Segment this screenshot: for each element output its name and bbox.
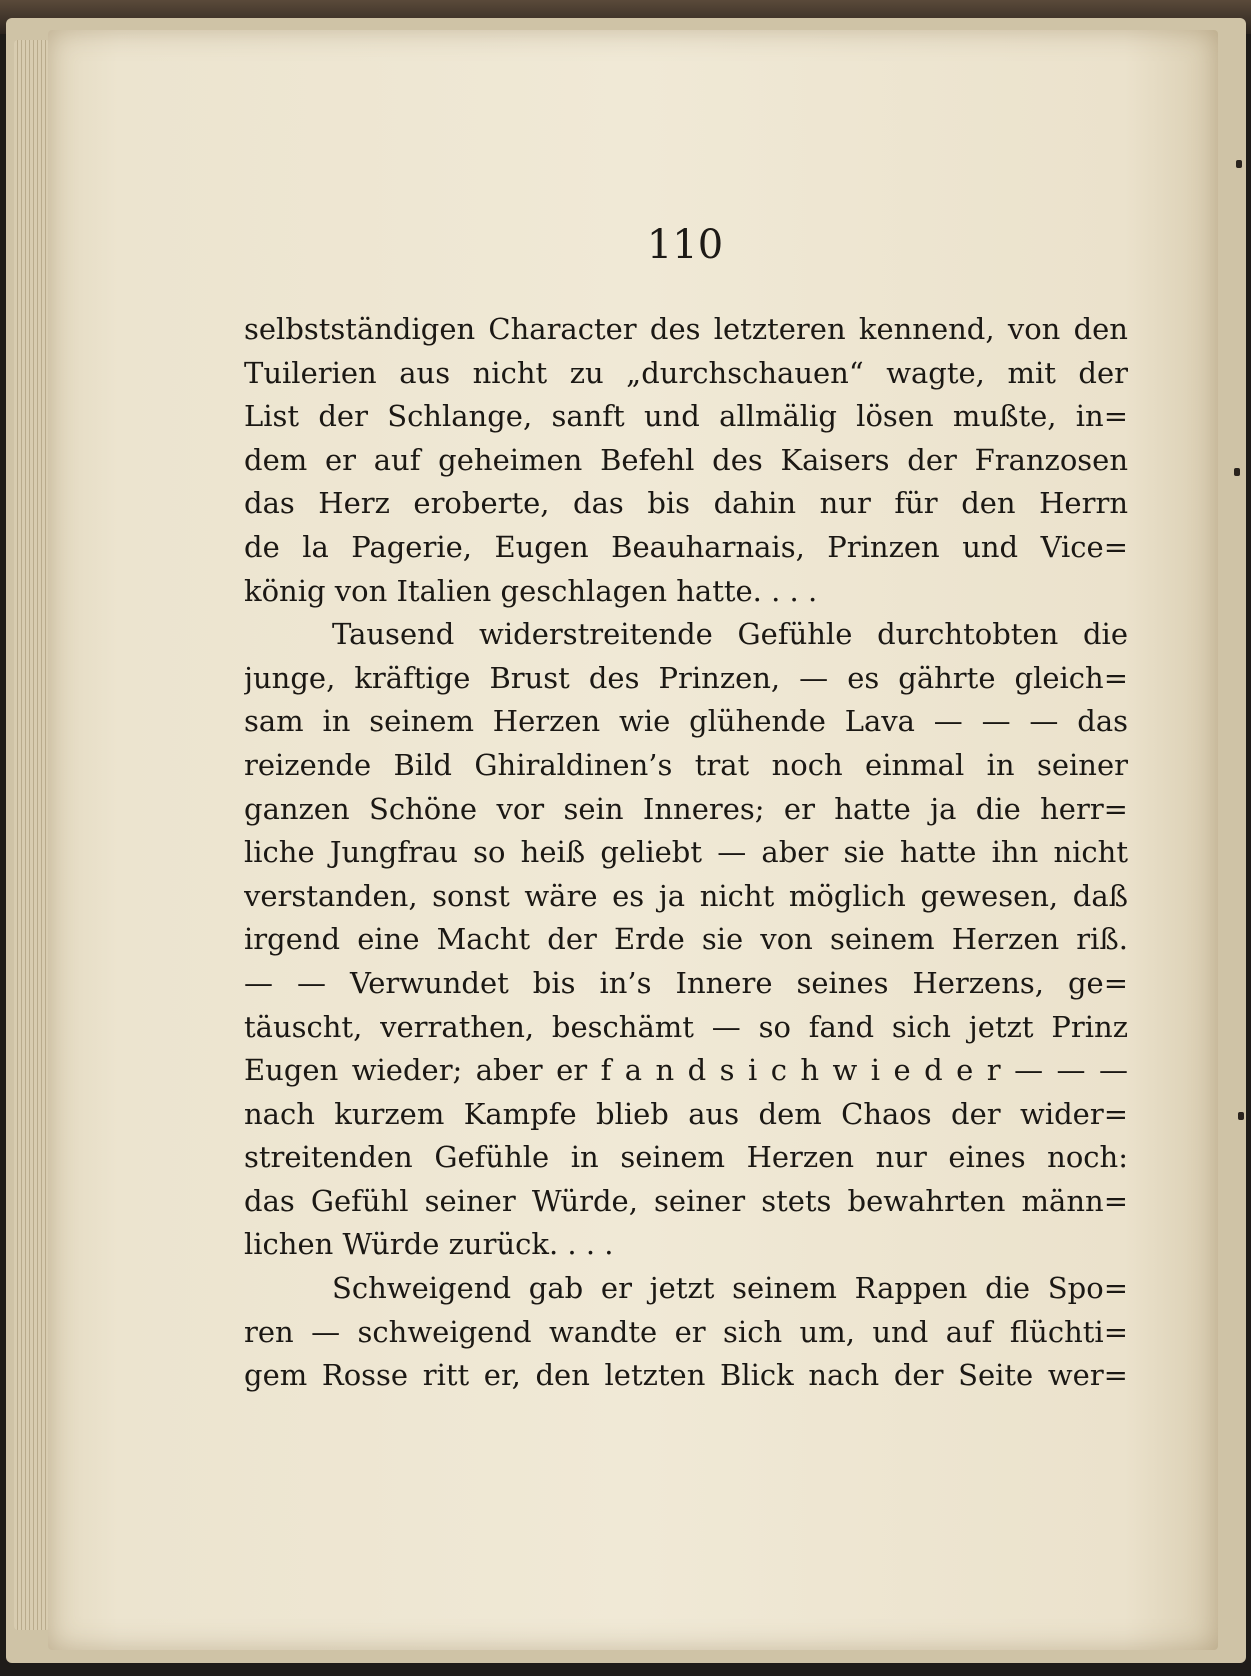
text-line: sam in seinem Herzen wie glühende Lava — — — das: [244, 704, 1128, 739]
text-line: Tuilerien aus nicht zu „durchschauen“ wagte, mit der: [244, 355, 1128, 390]
text-line: junge, kräftige Brust des Prinzen, — es gährte gleich=: [244, 660, 1128, 695]
text-line: reizende Bild Ghiraldinen’s trat noch einmal in seiner: [244, 747, 1128, 782]
text-line: nach kurzem Kampfe blieb aus dem Chaos der wider=: [244, 1096, 1128, 1131]
text-line: das Gefühl seiner Würde, seiner stets bewahrten männ=: [244, 1183, 1128, 1218]
text-line: könig von Italien geschlagen hatte. . . .: [244, 573, 818, 608]
text-line: Tausend widerstreitende Gefühle durchtobten die: [332, 617, 1128, 652]
text-line: List der Schlange, sanft und allmälig lösen mußte, in=: [244, 399, 1128, 434]
text-line: täuscht, verrathen, beschämt — so fand sich jetzt Prinz: [244, 1009, 1128, 1044]
text-line: Schweigend gab er jetzt seinem Rappen die Spo=: [332, 1271, 1128, 1306]
text-line: streitenden Gefühle in seinem Herzen nur eines noch:: [244, 1140, 1128, 1175]
text-line: de la Pagerie, Eugen Beauharnais, Prinzen und Vice=: [244, 529, 1128, 564]
page-speck: [1238, 1112, 1244, 1120]
text-line: irgend eine Macht der Erde sie von seinem Herzen riß.: [244, 922, 1128, 957]
page-speck: [1236, 160, 1242, 168]
text-line: liche Jungfrau so heiß geliebt — aber sie hatte ihn nicht: [244, 835, 1128, 870]
text-line: verstanden, sonst wäre es ja nicht möglich gewesen, daß: [244, 878, 1128, 913]
text-line: lichen Würde zurück. . . .: [244, 1227, 614, 1262]
text-line: — — Verwundet bis in’s Innere seines Herzens, ge=: [244, 965, 1128, 1000]
text-line: dem er auf geheimen Befehl des Kaisers der Franzosen: [244, 442, 1128, 477]
body-text: [244, 308, 1128, 1398]
text-line: gem Rosse ritt er, den letzten Blick nach der Seite wer=: [244, 1358, 1128, 1393]
text-line: ren — schweigend wandte er sich um, und auf flüchti=: [244, 1314, 1128, 1349]
page-speck: [1234, 468, 1240, 476]
text-line: das Herz eroberte, das bis dahin nur für den Herrn: [244, 486, 1128, 521]
page-edges: [14, 40, 50, 1630]
text-line: ganzen Schöne vor sein Inneres; er hatte ja die herr=: [244, 791, 1128, 826]
text-line: Eugen wieder; aber er f a n d s i c h w i e d e r — — —: [244, 1053, 1128, 1088]
page-number: 110: [646, 222, 724, 268]
text-line: selbstständigen Character des letzteren kennend, von den: [244, 312, 1128, 346]
